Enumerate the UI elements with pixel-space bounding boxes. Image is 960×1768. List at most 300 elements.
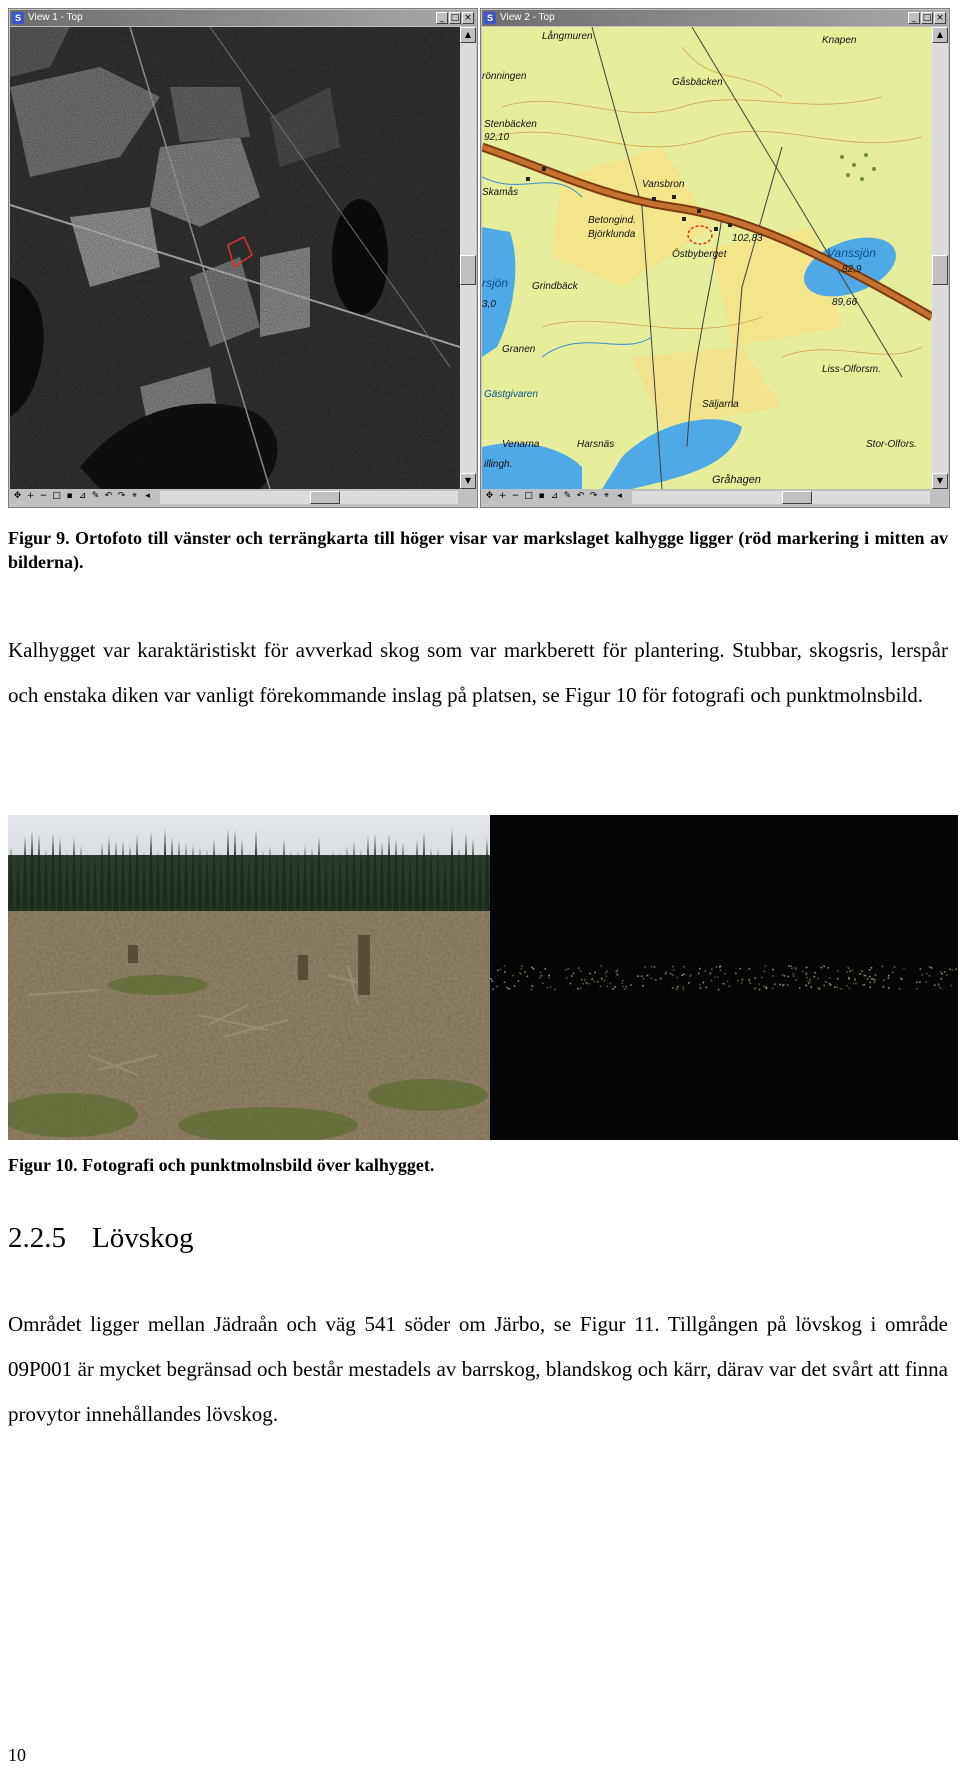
cloud-point <box>683 974 685 976</box>
cloud-point <box>846 971 848 973</box>
maximize-button[interactable]: □ <box>922 13 932 23</box>
cloud-point <box>724 973 726 975</box>
map-label: Stor-Olfors. <box>866 439 917 450</box>
layer-icon[interactable]: ▪ <box>538 491 545 501</box>
cloud-point <box>859 973 861 975</box>
cloud-point <box>871 978 873 980</box>
view2-horizontal-scrollbar[interactable] <box>632 491 930 504</box>
cloud-point <box>644 966 646 968</box>
cloud-point <box>665 973 667 975</box>
cloud-point <box>600 986 602 988</box>
cloud-point <box>492 989 494 991</box>
cloud-point <box>827 967 829 969</box>
map-label: Gåsbäcken <box>672 77 723 88</box>
cloud-point <box>532 985 534 987</box>
cloud-point <box>507 987 509 989</box>
view2-toolbar <box>482 489 948 506</box>
cloud-point <box>581 979 583 981</box>
map-label: 102,83 <box>732 233 763 244</box>
map-label: Venarna <box>502 439 540 450</box>
cloud-point <box>782 985 784 987</box>
map-label: Gästgivaren <box>484 389 538 400</box>
cloud-point <box>875 974 877 976</box>
cloud-point <box>949 968 951 970</box>
cloud-point <box>550 986 552 988</box>
view1-vertical-scrollbar[interactable] <box>460 27 476 489</box>
scroll-left-icon[interactable]: ◂ <box>145 491 150 501</box>
cloud-point <box>548 975 550 977</box>
cloud-point <box>514 985 516 987</box>
pan-icon[interactable]: ✥ <box>13 491 22 501</box>
map-label: rsjön <box>482 276 509 290</box>
cloud-point <box>673 969 675 971</box>
cloud-point <box>940 987 942 989</box>
cloud-point <box>788 976 790 978</box>
cloud-point <box>490 978 492 980</box>
pen-icon[interactable]: ✎ <box>91 491 100 501</box>
map-label: Granen <box>502 344 536 355</box>
cloud-point <box>808 983 810 985</box>
cloud-point <box>567 968 569 970</box>
cloud-point <box>710 973 712 975</box>
cloud-point <box>729 986 731 988</box>
cloud-point <box>818 987 820 989</box>
cloud-point <box>837 987 839 989</box>
cloud-point <box>807 981 809 983</box>
cloud-point <box>606 971 608 973</box>
cloud-point <box>533 968 535 970</box>
cloud-point <box>597 981 599 983</box>
cloud-point <box>669 973 671 975</box>
view2-window[interactable] <box>480 8 950 508</box>
close-button[interactable]: × <box>934 12 946 24</box>
cloud-point <box>823 966 825 968</box>
map-label: Säljarna <box>702 399 739 410</box>
cloud-point <box>867 978 869 980</box>
cloud-point <box>504 965 506 967</box>
cloud-point <box>825 981 827 983</box>
zoom-out-icon[interactable]: − <box>511 491 520 501</box>
cloud-point <box>916 981 918 983</box>
cloud-point <box>894 966 896 968</box>
undo-icon[interactable]: ↶ <box>104 491 113 501</box>
cloud-point <box>869 976 871 978</box>
cloud-point <box>589 973 591 975</box>
clearcut-photograph <box>8 815 490 1140</box>
cloud-point <box>606 976 608 978</box>
cloud-point <box>941 973 943 975</box>
map-label: Stenbäcken <box>484 119 537 130</box>
cloud-point <box>755 988 757 990</box>
cloud-point <box>727 981 729 983</box>
cloud-point <box>545 968 547 970</box>
map-label: 3,0 <box>482 299 496 310</box>
figure9-caption: Figur 9. Ortofoto till vänster och terrängkarta till höger visar var markslaget kalhygge ligger (röd markering i mitten av bilderna). <box>8 528 948 572</box>
cloud-point <box>591 978 593 980</box>
cloud-point <box>531 967 533 969</box>
map-label: Östbyberget <box>672 249 727 260</box>
cloud-point <box>706 987 708 989</box>
cloud-point <box>623 986 625 988</box>
cloud-point <box>682 986 684 988</box>
view1-window[interactable] <box>8 8 478 508</box>
cloud-point <box>705 970 707 972</box>
cloud-point <box>630 984 632 986</box>
cloud-point <box>539 977 541 979</box>
cloud-point <box>814 972 816 974</box>
map-label: 82,9 <box>842 264 862 275</box>
cloud-point <box>792 973 794 975</box>
cloud-point <box>509 988 511 990</box>
map-label: Långmuren <box>542 31 593 42</box>
map-label: 89,66 <box>832 297 858 308</box>
pen-icon[interactable]: ✎ <box>563 491 572 501</box>
cloud-point <box>941 978 943 980</box>
cloud-point <box>714 976 716 978</box>
cloud-point <box>600 965 602 967</box>
cloud-point <box>955 969 957 971</box>
cloud-point <box>500 969 502 971</box>
topographic-map-view[interactable] <box>482 27 932 489</box>
cloud-point <box>862 984 864 986</box>
cloud-point <box>624 988 626 990</box>
scroll-thumb[interactable] <box>932 255 948 285</box>
cloud-point <box>793 975 795 977</box>
view2-vertical-scrollbar[interactable] <box>932 27 948 489</box>
cloud-point <box>748 980 750 982</box>
cloud-point <box>699 968 701 970</box>
cloud-point <box>899 988 901 990</box>
cloud-point <box>605 972 607 974</box>
cloud-point <box>795 979 797 981</box>
map-label: Vanssjön <box>827 246 876 260</box>
section-title: Lövskog <box>92 1222 194 1254</box>
cloud-point <box>741 982 743 984</box>
cloud-point <box>601 978 603 980</box>
maximize-button[interactable]: □ <box>450 13 460 23</box>
orthophoto-image <box>10 27 460 489</box>
view2-title: View 2 - Top <box>500 12 555 23</box>
cloud-point <box>647 975 649 977</box>
cloud-point <box>782 974 784 976</box>
cloud-point <box>672 987 674 989</box>
cloud-point <box>920 968 922 970</box>
cloud-point <box>934 984 936 986</box>
topographic-map <box>482 27 932 489</box>
zoom-in-icon[interactable]: + <box>498 491 507 501</box>
cloud-point <box>806 977 808 979</box>
cloud-point <box>925 981 927 983</box>
cloud-point <box>900 978 902 980</box>
cloud-point <box>643 978 645 980</box>
cloud-point <box>642 985 644 987</box>
cloud-point <box>723 983 725 985</box>
map-label: Vansbron <box>642 179 685 190</box>
cloud-point <box>817 978 819 980</box>
cloud-point <box>802 971 804 973</box>
cloud-point <box>672 974 674 976</box>
zoom-out-icon[interactable]: − <box>39 491 48 501</box>
cloud-point <box>699 984 701 986</box>
pan-icon[interactable]: ✥ <box>485 491 494 501</box>
cloud-point <box>848 978 850 980</box>
figure10-caption: Figur 10. Fotografi och punktmolnsbild över kalhygget. <box>8 1155 435 1175</box>
cloud-point <box>700 987 702 989</box>
cloud-point <box>594 972 596 974</box>
cloud-point <box>892 971 894 973</box>
cloud-point <box>903 968 905 970</box>
cloud-point <box>676 988 678 990</box>
cloud-point <box>784 975 786 977</box>
cloud-point <box>512 975 514 977</box>
cloud-point <box>594 981 596 983</box>
scroll-down-icon[interactable]: ▼ <box>932 473 948 489</box>
cloud-point <box>853 983 855 985</box>
cloud-point <box>772 988 774 990</box>
cloud-point <box>540 972 542 974</box>
map-label: Liss-Olforsm. <box>822 364 881 375</box>
scroll-left-icon[interactable]: ◂ <box>617 491 622 501</box>
cloud-point <box>584 979 586 981</box>
cloud-point <box>737 980 739 982</box>
cloud-point <box>901 978 903 980</box>
section-number: 2.2.5 <box>8 1222 66 1254</box>
cloud-point <box>829 977 831 979</box>
cloud-point <box>931 967 933 969</box>
cloud-point <box>683 989 685 991</box>
cloud-point <box>888 987 890 989</box>
cloud-point <box>573 973 575 975</box>
cloud-point <box>882 966 884 968</box>
cloud-point <box>607 985 609 987</box>
map-label: Skamås <box>482 187 519 198</box>
undo-icon[interactable]: ↶ <box>576 491 585 501</box>
view1-titlebar[interactable] <box>10 10 476 26</box>
cloud-point <box>496 986 498 988</box>
cloud-point <box>840 988 842 990</box>
cloud-point <box>865 975 867 977</box>
cloud-point <box>612 988 614 990</box>
cloud-point <box>531 989 533 991</box>
paragraph-clearcut: Kalhygget var karaktäristiskt för avverkad skog som var markberett för plantering. Stubbar, skogsris, lerspår och enstaka diken var vanligt förekommande inslag på platsen, se Figur 10 för fotografi och punktmolnsbild. <box>8 638 948 707</box>
cloud-point <box>754 977 756 979</box>
scroll-up-icon[interactable]: ▲ <box>460 27 476 43</box>
cloud-point <box>810 981 812 983</box>
cloud-point <box>869 969 871 971</box>
cloud-point <box>718 989 720 991</box>
cloud-point <box>869 982 871 984</box>
cloud-point <box>554 989 556 991</box>
cloud-point <box>809 979 811 981</box>
cloud-point <box>883 986 885 988</box>
cloud-point <box>577 988 579 990</box>
map-label: Knapen <box>822 35 857 46</box>
cloud-point <box>854 980 856 982</box>
cloud-point <box>849 970 851 972</box>
cloud-point <box>518 980 520 982</box>
map-label: rönningen <box>482 71 527 82</box>
cloud-point <box>698 973 700 975</box>
orthophoto-view[interactable] <box>10 27 460 489</box>
cloud-point <box>617 974 619 976</box>
cloud-point <box>806 972 808 974</box>
cloud-point <box>582 983 584 985</box>
cloud-point <box>940 971 942 973</box>
cloud-point <box>799 987 801 989</box>
zoom-in-icon[interactable]: + <box>26 491 35 501</box>
cloud-point <box>952 970 954 972</box>
cloud-point <box>720 966 722 968</box>
cloud-point <box>519 972 521 974</box>
cloud-point <box>749 968 751 970</box>
cloud-point <box>565 969 567 971</box>
cloud-point <box>542 983 544 985</box>
cloud-point <box>871 967 873 969</box>
app-icon: S <box>484 12 496 24</box>
cloud-point <box>586 982 588 984</box>
cloud-point <box>527 976 529 978</box>
close-button[interactable]: × <box>462 12 474 24</box>
cloud-point <box>625 986 627 988</box>
cloud-point <box>944 971 946 973</box>
scroll-thumb[interactable] <box>460 255 476 285</box>
map-label: Harsnäs <box>577 439 615 450</box>
view2-titlebar[interactable] <box>482 10 948 26</box>
cloud-point <box>655 979 657 981</box>
map-label: Betongind. <box>588 215 636 226</box>
view1-toolbar <box>10 489 476 506</box>
cloud-point <box>521 968 523 970</box>
cloud-point <box>492 980 494 982</box>
cloud-point <box>929 975 931 977</box>
cloud-point <box>888 975 890 977</box>
cloud-point <box>580 988 582 990</box>
minimize-button[interactable]: _ <box>436 12 448 24</box>
cloud-point <box>588 983 590 985</box>
cloud-point <box>938 985 940 987</box>
cloud-point <box>566 977 568 979</box>
minimize-button[interactable]: _ <box>908 12 920 24</box>
cloud-point <box>821 967 823 969</box>
app-icon: S <box>12 12 24 24</box>
cloud-point <box>717 976 719 978</box>
cloud-point <box>660 978 662 980</box>
cloud-point <box>869 987 871 989</box>
cloud-point <box>794 967 796 969</box>
cloud-point <box>861 970 863 972</box>
scroll-down-icon[interactable]: ▼ <box>460 473 476 489</box>
measure-icon[interactable]: ⊿ <box>78 491 87 501</box>
cloud-point <box>874 979 876 981</box>
cloud-point <box>610 983 612 985</box>
cloud-point <box>791 965 793 967</box>
cloud-point <box>617 970 619 972</box>
cloud-point <box>677 977 679 979</box>
layer-icon[interactable]: ▪ <box>66 491 73 501</box>
window-icon[interactable]: □ <box>52 491 61 501</box>
view1-horizontal-scrollbar[interactable] <box>160 491 458 504</box>
map-label: Grindbäck <box>532 281 578 292</box>
cloud-point <box>764 971 766 973</box>
section-heading <box>8 1222 194 1255</box>
map-label: illingh. <box>484 459 513 470</box>
cloud-point <box>811 986 813 988</box>
cloud-point <box>814 976 816 978</box>
cloud-point <box>852 970 854 972</box>
cloud-point <box>641 976 643 978</box>
cloud-point <box>774 984 776 986</box>
select-icon[interactable]: ⌖ <box>603 491 610 501</box>
cloud-point <box>791 967 793 969</box>
cloud-point <box>761 977 763 979</box>
cloud-point <box>929 966 931 968</box>
cloud-point <box>888 977 890 979</box>
measure-icon[interactable]: ⊿ <box>550 491 559 501</box>
scroll-thumb[interactable] <box>310 491 340 504</box>
cloud-point <box>497 970 499 972</box>
cloud-point <box>829 983 831 985</box>
cloud-point <box>772 969 774 971</box>
cloud-point <box>524 971 526 973</box>
cloud-point <box>637 975 639 977</box>
cloud-point <box>651 978 653 980</box>
cloud-point <box>622 982 624 984</box>
cloud-point <box>672 966 674 968</box>
select-icon[interactable]: ⌖ <box>131 491 138 501</box>
cloud-point <box>604 980 606 982</box>
cloud-point <box>787 984 789 986</box>
cloud-point <box>735 973 737 975</box>
redo-icon[interactable]: ↷ <box>589 491 598 501</box>
cloud-point <box>766 988 768 990</box>
cloud-point <box>837 978 839 980</box>
cloud-point <box>681 974 683 976</box>
cloud-point <box>683 966 685 968</box>
cloud-point <box>688 982 690 984</box>
cloud-point <box>677 986 679 988</box>
cloud-point <box>805 985 807 987</box>
cloud-point <box>541 975 543 977</box>
map-label: Björklunda <box>588 229 636 240</box>
cloud-point <box>504 982 506 984</box>
scroll-thumb[interactable] <box>782 491 812 504</box>
point-cloud-image <box>490 815 958 1140</box>
cloud-point <box>916 988 918 990</box>
cloud-point <box>548 977 550 979</box>
cloud-point <box>711 980 713 982</box>
cloud-point <box>654 966 656 968</box>
scroll-up-icon[interactable]: ▲ <box>932 27 948 43</box>
cloud-point <box>779 984 781 986</box>
cloud-point <box>614 986 616 988</box>
window-icon[interactable]: □ <box>524 491 533 501</box>
cloud-point <box>765 965 767 967</box>
cloud-point <box>622 980 624 982</box>
cloud-point <box>855 983 857 985</box>
cloud-point <box>806 967 808 969</box>
cloud-point <box>716 966 718 968</box>
cloud-point <box>874 982 876 984</box>
redo-icon[interactable]: ↷ <box>117 491 126 501</box>
cloud-point <box>834 986 836 988</box>
cloud-point <box>504 971 506 973</box>
cloud-point <box>720 970 722 972</box>
cloud-point <box>759 989 761 991</box>
cloud-point <box>749 982 751 984</box>
cloud-point <box>578 967 580 969</box>
cloud-point <box>854 978 856 980</box>
cloud-point <box>864 984 866 986</box>
